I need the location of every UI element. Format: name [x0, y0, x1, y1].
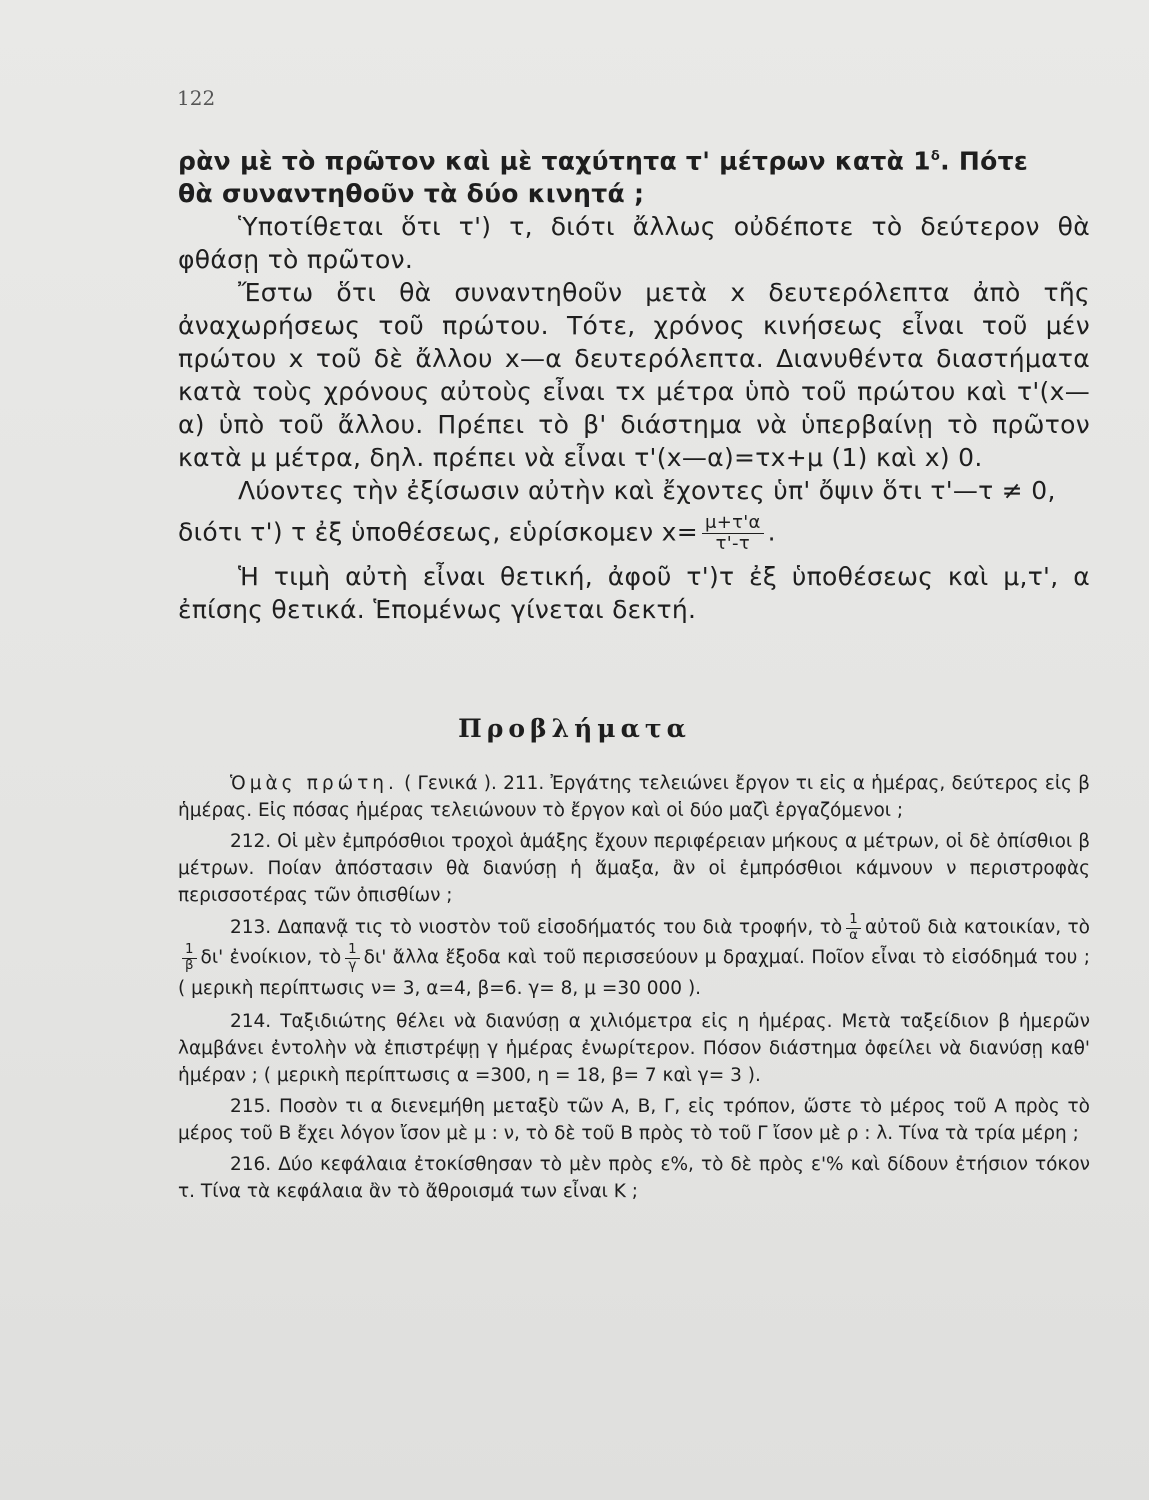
- intro-text: [178, 140, 1090, 626]
- problem-214: 214. Ταξιδιώτης θέλει νὰ διανύσῃ α χιλιόμετρα εἰς η ἡμέρας. Μετὰ ταξείδιον β ἡμερῶν λαμβάνει ἐντολὴν νὰ ἐπιστρέψῃ γ ἡμέρας ἐνωρίτερον. Πόσον διάστημα ὀφείλει νὰ διανύσῃ καθ' ἡμέραν ; ( μερικὴ περίπτωσις α =300, η = 18, β= 7 καὶ γ= 3 ).: [178, 1010, 1090, 1086]
- fraction-1-alpha: $\frac{1}{\alpha}$: [846, 913, 861, 943]
- paragraph-result: διότι τ') τ ἐξ ὑποθέσεως, εὑρίσκομεν x= $\frac{\mu+\tau'\alpha}{\tau'-\tau}$ .: [178, 512, 776, 555]
- problems-list: [178, 770, 1090, 1209]
- fraction-1-gamma: $\frac{1}{\gamma}$: [345, 943, 359, 973]
- intro-line-1: ρὰν μὲ τὸ πρῶτον καὶ μὲ ταχύτητα τ' μέτρων κατὰ $1^\delta$. Πότε: [178, 146, 1029, 176]
- section-heading: Προβλήματα: [458, 714, 691, 743]
- intro-line-2: θὰ συναντηθοῦν τὰ δύο κινητά ;: [178, 179, 645, 209]
- result-fraction: $\frac{\mu+\tau'\alpha}{\tau'-\tau}$: [702, 513, 764, 554]
- problem-215: 215. Ποσὸν τι α διενεμήθη μεταξὺ τῶν Α, Β, Γ, εἰς τρόπον, ὥστε τὸ μέρος τοῦ Α πρὸς τὸ μέρος τοῦ Β ἔχει λόγον ἴσον μὲ μ : ν, τὸ δὲ τοῦ Β πρὸς τὸ τοῦ Γ ἴσον μὲ ρ : λ. Τίνα τὰ τρία μέρη ;: [178, 1095, 1090, 1144]
- paragraph-assumption: Ὑποτίθεται ὅτι τ') τ, διότι ἄλλως οὐδέποτε τὸ δεύτερον θὰ φθάσῃ τὸ πρῶτον.: [178, 212, 1090, 275]
- problem-212: 212. Οἱ μὲν ἐμπρόσθιοι τροχοὶ ἁμάξης ἔχουν περιφέρειαν μήκους α μέτρων, οἱ δὲ ὀπίσθιοι β μέτρων. Ποίαν ἀπόστασιν θὰ διανύσῃ ἡ ἅμαξα, ἂν οἱ ἐμπρόσθιοι κάμνουν ν περιστροφὰς περισσοτέρας τῶν ὀπισθίων ;: [178, 831, 1090, 906]
- problem-213: 213. Δαπανᾷ τις τὸ νιοστὸν τοῦ εἰσοδήματός του διὰ τροφήν, τὸ $\frac{1}{\alpha}$ αὐτοῦ διὰ κατοικίαν, τὸ $\frac{1}{\beta}$ δι' ἐνοίκιον, τὸ $\frac{1}{\gamma}$ δι' ἄλλα ἔξοδα καὶ τοῦ περισσεύουν μ δραχμαί. Ποῖον εἶναι τὸ εἰσόδημά του ; ( μερικὴ περίπτωσις ν= 3, α=4, β=6. γ= 8, μ =30 000 ).: [178, 912, 1091, 999]
- problem-216: 216. Δύο κεφάλαια ἐτοκίσθησαν τὸ μὲν πρὸς ε%, τὸ δὲ πρὸς ε'% καὶ δίδουν ἐτήσιον τόκον τ. Τίνα τὰ κεφάλαια ἂν τὸ ἄθροισμά των εἶναι Κ ;: [178, 1153, 1090, 1202]
- problem-211: Ὁμὰς πρώτη. ( Γενικά ). 211. Ἐργάτης τελειώνει ἔργον τι εἰς α ἡμέρας, δεύτερος εἰς β ἡμέρας. Εἰς πόσας ἡμέρας τελειώνουν τὸ ἔργον καὶ οἱ δύο μαζὶ ἐργαζόμενοι ;: [178, 773, 1090, 821]
- paragraph-solving: Λύοντες τὴν ἐξίσωσιν αὐτὴν καὶ ἔχοντες ὑπ' ὄψιν ὅτι τ'—τ ≠ 0,: [238, 476, 1056, 506]
- fraction-1-beta: $\frac{1}{\beta}$: [182, 943, 197, 973]
- page-number: 122: [177, 86, 216, 110]
- paragraph-solution: Ἔστω ὅτι θὰ συναντηθοῦν μετὰ x δευτερόλεπτα ἀπὸ τῆς ἀναχωρήσεως τοῦ πρώτου. Τότε, χρόνος κινήσεως εἶναι τοῦ μέν πρώτου x τοῦ δὲ ἄλλου x—α δευτερόλεπτα. Διανυθέντα διαστήματα κατὰ τοὺς χρόνους αὐτοὺς εἶναι τx μέτρα ὑπὸ τοῦ πρώτου καὶ τ'(x—α) ὑπὸ τοῦ ἄλλου. Πρέπει τὸ β' διάστημα νὰ ὑπερβαίνῃ τὸ πρῶτον κατὰ μ μέτρα, δηλ. πρέπει νὰ εἶναι τ'(x—α)=τx+μ (1) καὶ x) 0.: [178, 278, 1090, 473]
- paragraph-conclusion: Ἡ τιμὴ αὐτὴ εἶναι θετική, ἀφοῦ τ')τ ἐξ ὑποθέσεως καὶ μ,τ', α ἐπίσης θετικά. Ἑπομένως γίνεται δεκτή.: [178, 561, 1090, 624]
